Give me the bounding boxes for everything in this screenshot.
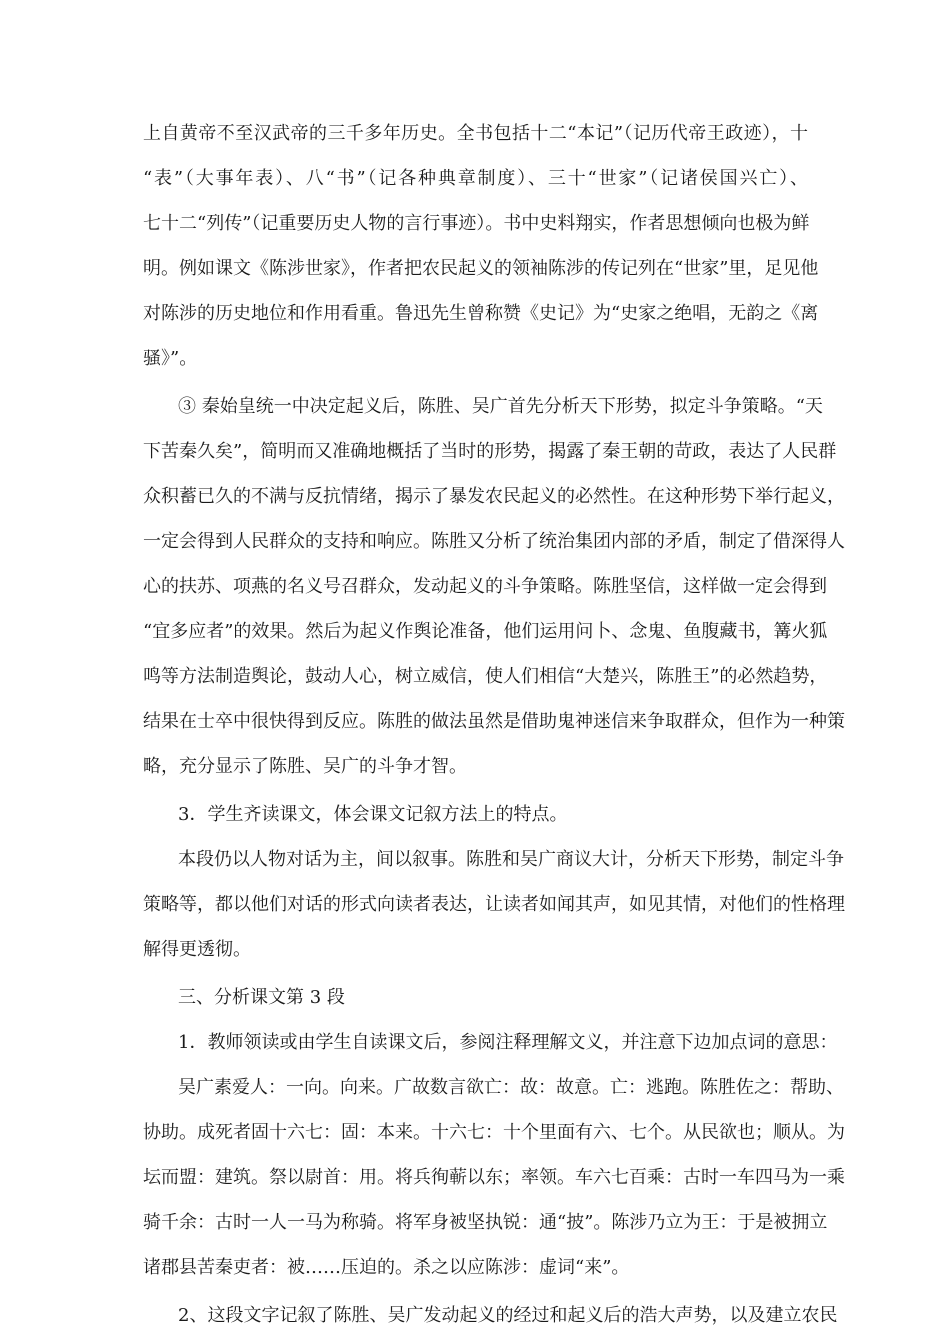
text-line: 吴广素爱人：一向。向来。广故数言欲亡：故：故意。亡：逃跑。陈胜佐之：帮助、 xyxy=(178,1077,844,1098)
text-line: “宜多应者”的效果。然后为起义作舆论准备，他们运用问卜、念鬼、鱼腹藏书，篝火狐 xyxy=(143,621,828,642)
text-line: 结果在士卒中很快得到反应。陈胜的做法虽然是借助鬼神迷信来争取群众，但作为一种策 xyxy=(143,711,845,732)
text-line: 一定会得到人民群众的支持和响应。陈胜又分析了统治集团内部的矛盾，制定了借深得人 xyxy=(143,531,845,552)
text-line: 众积蓄已久的不满与反抗情绪，揭示了暴发农民起义的必然性。在这种形势下举行起义， xyxy=(143,486,845,507)
text-line: 策略等，都以他们对话的形式向读者表达，让读者如闻其声，如见其情，对他们的性格理 xyxy=(143,894,845,915)
text-line: 下苦秦久矣”，简明而又准确地概括了当时的形势，揭露了秦王朝的苛政，表达了人民群 xyxy=(143,441,837,462)
text-line: 上自黄帝不至汉武帝的三千多年历史。全书包括十二“本记”（记历代帝王政迹），十 xyxy=(143,123,808,144)
text-line: 骑千余：古时一人一马为称骑。将军身被坚执锐：通“披”。陈涉乃立为王：于是被拥立 xyxy=(143,1212,828,1233)
text-line: 坛而盟：建筑。祭以尉首：用。将兵徇蕲以东；率领。车六七百乘：古时一车四马为一乘 xyxy=(143,1167,845,1188)
text-line: 本段仍以人物对话为主，间以叙事。陈胜和吴广商议大计，分析天下形势，制定斗争 xyxy=(178,849,844,870)
text-line: 诸郡县苦秦吏者：被……压迫的。杀之以应陈涉：虚词“来”。 xyxy=(143,1257,630,1278)
text-line: 略，充分显示了陈胜、吴广的斗争才智。 xyxy=(143,756,467,777)
text-line: 心的扶苏、项燕的名义号召群众，发动起义的斗争策略。陈胜坚信，这样做一定会得到 xyxy=(143,576,827,597)
text-line: 解得更透彻。 xyxy=(143,939,251,960)
text-line: 鸣等方法制造舆论，鼓动人心，树立威信，使人们相信“大楚兴，陈胜王”的必然趋势， xyxy=(143,666,828,687)
text-line: 协助。成死者固十六七：固：本来。十六七：十个里面有六、七个。从民欲也；顺从。为 xyxy=(143,1122,845,1143)
text-line: “表”（大事年表）、八“书”（记各种典章制度）、三十“世家”（记诸侯国兴亡）、 xyxy=(143,168,808,189)
text-line: 骚》”。 xyxy=(143,348,198,369)
text-line: ③ 秦始皇统一中决定起义后，陈胜、吴广首先分析天下形势，拟定斗争策略。“天 xyxy=(178,396,823,417)
text-line: 三、分析课文第 3 段 xyxy=(178,987,345,1008)
text-line: 七十二“列传”（记重要历史人物的言行事迹）。书中史料翔实，作者思想倾向也极为鲜 xyxy=(143,213,810,234)
text-line: 3．学生齐读课文，体会课文记叙方法上的特点。 xyxy=(178,804,568,825)
text-line: 明。例如课文《陈涉世家》，作者把农民起义的领袖陈涉的传记列在“世家”里，足见他 xyxy=(143,258,819,279)
text-line: 2、这段文字记叙了陈胜、吴广发动起义的经过和起义后的浩大声势，以及建立农民 xyxy=(178,1305,838,1326)
text-line: 对陈涉的历史地位和作用看重。鲁迅先生曾称赞《史记》为“史家之绝唱，无韵之《离 xyxy=(143,303,819,324)
text-line: 1．教师领读或由学生自读课文后，参阅注释理解文义，并注意下边加点词的意思： xyxy=(178,1032,838,1053)
